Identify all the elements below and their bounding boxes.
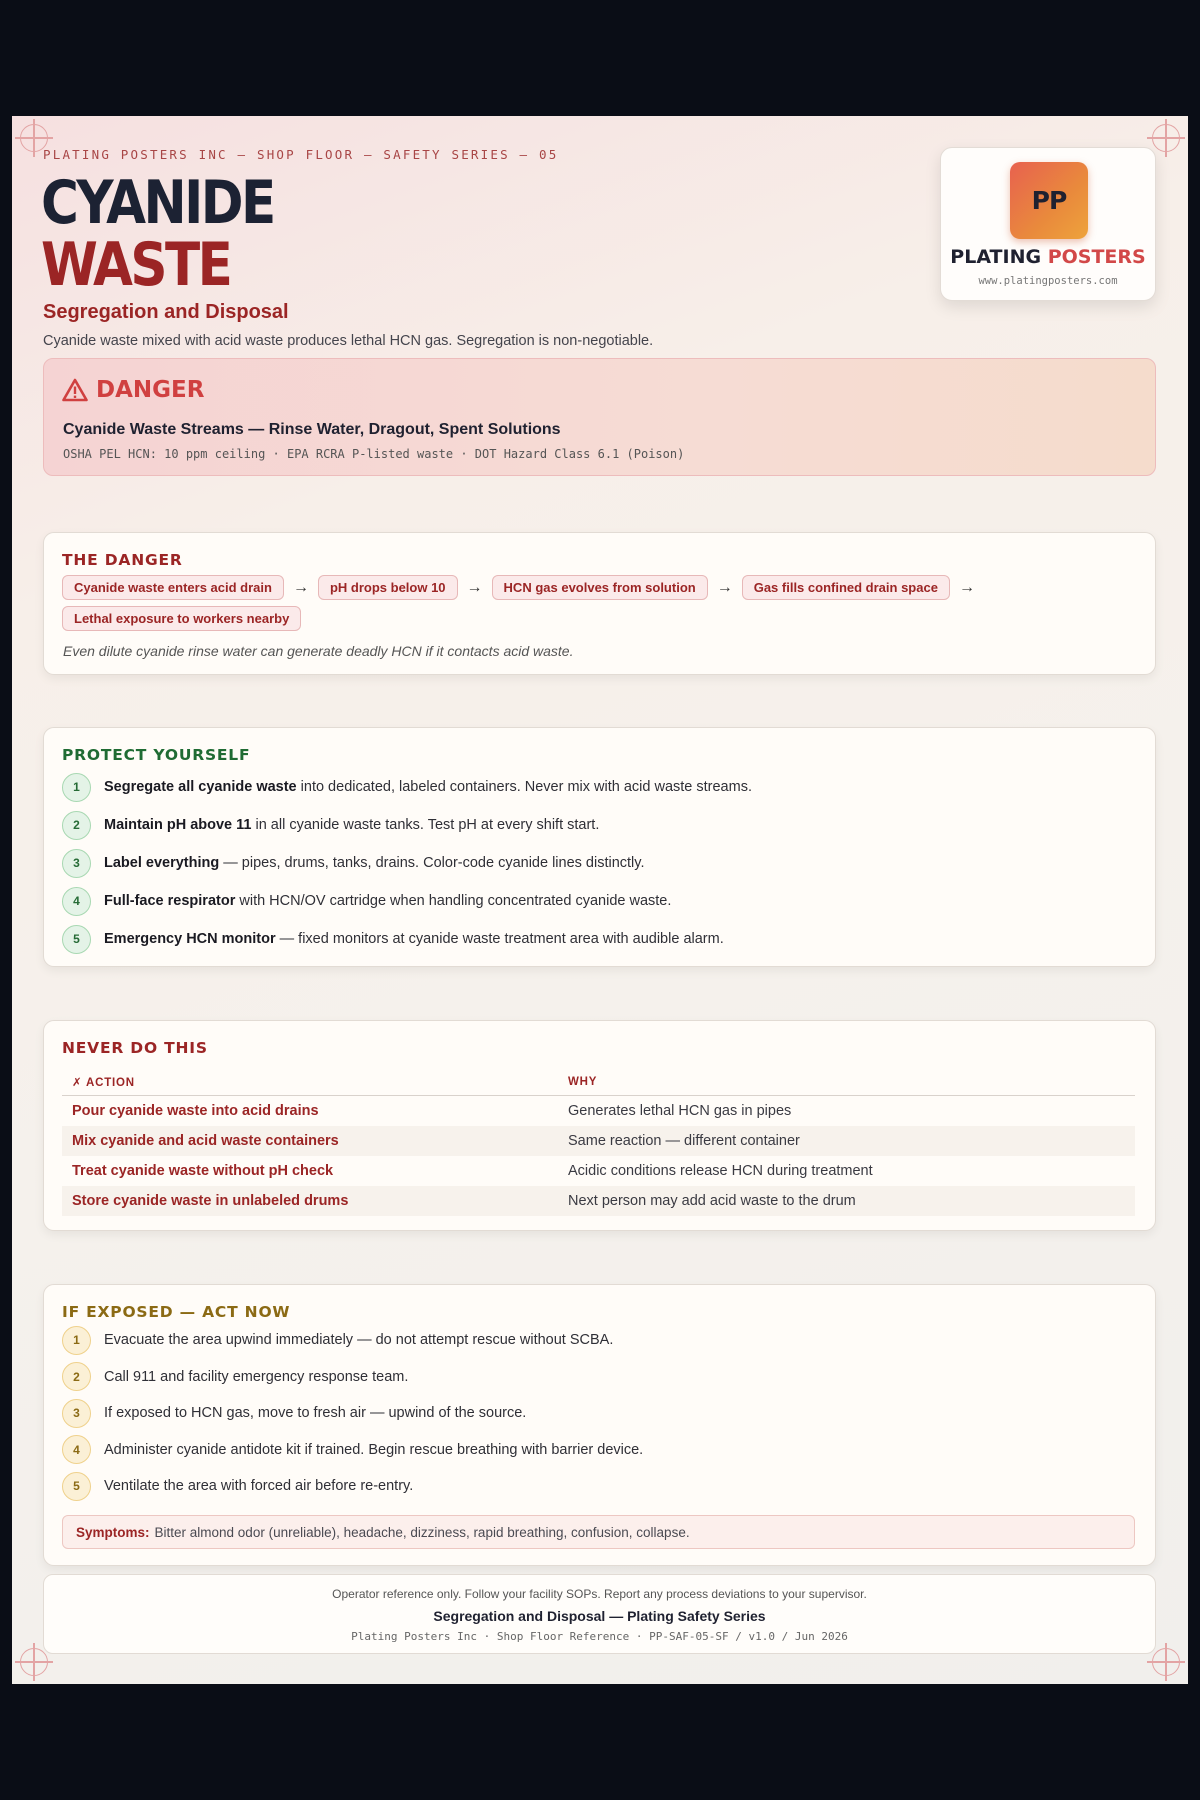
- title-line-1: CYANIDE: [41, 168, 274, 238]
- table-row: [62, 1126, 1135, 1156]
- footer-series-title: Segregation and Disposal — Plating Safety Series: [433, 1608, 766, 1624]
- table-header-row: [62, 1069, 1135, 1096]
- step-text-bold: Maintain pH above 11: [104, 817, 252, 833]
- step-text-rest: with HCN/OV cartridge when handling concentrated cyanide waste.: [235, 893, 672, 909]
- column-header-why: WHY: [558, 1069, 1135, 1096]
- chain-step: Gas fills confined drain space: [742, 575, 950, 600]
- poster-title: [41, 168, 274, 300]
- danger-note: Even dilute cyanide rinse water can generate deadly HCN if it contacts acid waste.: [63, 643, 574, 659]
- footer-disclaimer: Operator reference only. Follow your facility SOPs. Report any process deviations to your supervisor.: [332, 1587, 867, 1601]
- brand-name-part-2: POSTERS: [1047, 246, 1146, 268]
- step-text-bold: Segregate all cyanide waste: [104, 779, 297, 795]
- step-text-bold: Emergency HCN monitor: [104, 931, 276, 947]
- arrow-right-icon: →: [716, 578, 733, 596]
- chain-step: pH drops below 10: [318, 575, 458, 600]
- symptoms-box: [62, 1515, 1135, 1549]
- brand-url: www.platingposters.com: [978, 275, 1118, 287]
- the-danger-card: [43, 532, 1156, 675]
- protect-list: [62, 768, 1142, 958]
- never-table: [62, 1069, 1135, 1216]
- list-item: [62, 1432, 1142, 1469]
- title-line-2: WASTE: [41, 230, 231, 300]
- step-number: 5: [62, 925, 91, 954]
- intro-text: Cyanide waste mixed with acid waste produces lethal HCN gas. Segregation is non-negotiable.: [43, 333, 654, 349]
- step-number: 3: [62, 1399, 91, 1428]
- chain-step: HCN gas evolves from solution: [492, 575, 708, 600]
- why-cell: Same reaction — different container: [558, 1126, 1135, 1156]
- list-item: [62, 1359, 1142, 1396]
- step-number: 1: [62, 1326, 91, 1355]
- pp-logo-icon: PP: [1010, 162, 1088, 239]
- action-cell: Store cyanide waste in unlabeled drums: [62, 1186, 558, 1216]
- danger-regulatory-meta: OSHA PEL HCN: 10 ppm ceiling · EPA RCRA P-listed waste · DOT Hazard Class 6.1 (Poison): [63, 447, 685, 461]
- action-cell: Mix cyanide and acid waste containers: [62, 1126, 558, 1156]
- never-heading: NEVER DO THIS: [62, 1039, 208, 1057]
- list-item: [62, 1468, 1142, 1505]
- registration-mark-icon: [1152, 1648, 1180, 1676]
- danger-title: Cyanide Waste Streams — Rinse Water, Dragout, Spent Solutions: [63, 421, 561, 438]
- protect-yourself-card: [43, 727, 1156, 967]
- list-item: [62, 844, 1142, 882]
- poster-footer: [43, 1574, 1156, 1654]
- never-do-this-card: [43, 1020, 1156, 1231]
- step-number: 4: [62, 1435, 91, 1464]
- danger-chain: [62, 575, 1152, 631]
- registration-mark-icon: [20, 1648, 48, 1676]
- step-text-bold: Label everything: [104, 855, 220, 871]
- warning-triangle-icon: [62, 378, 88, 402]
- list-item: [62, 1322, 1142, 1359]
- action-cell: Treat cyanide waste without pH check: [72, 1162, 334, 1179]
- list-item: [62, 920, 1142, 958]
- if-exposed-card: [43, 1284, 1156, 1566]
- step-text-rest: — pipes, drums, tanks, drains. Color-code cyanide lines distinctly.: [219, 855, 645, 871]
- table-row: [62, 1186, 1135, 1216]
- step-text: [104, 817, 599, 833]
- step-text: If exposed to HCN gas, move to fresh air — upwind of the source.: [104, 1405, 527, 1422]
- step-number: 2: [62, 1362, 91, 1391]
- brand-name: [941, 246, 1155, 268]
- chain-step: Cyanide waste enters acid drain: [62, 575, 284, 600]
- step-text: Administer cyanide antidote kit if trained. Begin rescue breathing with barrier device.: [104, 1441, 644, 1458]
- action-cell: Pour cyanide waste into acid drains: [72, 1102, 319, 1119]
- table-row: [62, 1096, 1135, 1126]
- step-number: 2: [62, 811, 91, 840]
- step-text: [104, 893, 671, 909]
- step-text-bold: Full-face respirator: [104, 893, 236, 909]
- danger-banner: [43, 358, 1156, 476]
- footer-reference: Plating Posters Inc · Shop Floor Reference · PP-SAF-05-SF / v1.0 / Jun 2026: [351, 1630, 848, 1643]
- step-number: 4: [62, 887, 91, 916]
- arrow-right-icon: →: [292, 578, 309, 596]
- step-text: Call 911 and facility emergency response team.: [104, 1368, 409, 1385]
- step-number: 5: [62, 1472, 91, 1501]
- step-text: [104, 931, 724, 947]
- list-item: [62, 1395, 1142, 1432]
- step-text-rest: — fixed monitors at cyanide waste treatment area with audible alarm.: [275, 931, 724, 947]
- list-item: [62, 882, 1142, 920]
- symptoms-label: Symptoms:: [76, 1524, 150, 1540]
- why-cell: Next person may add acid waste to the drum: [558, 1186, 1135, 1216]
- poster-subtitle: Segregation and Disposal: [43, 301, 289, 323]
- danger-label: DANGER: [96, 377, 205, 403]
- step-text: [104, 779, 752, 795]
- series-kicker: PLATING POSTERS INC — SHOP FLOOR — SAFETY SERIES — 05: [43, 147, 559, 162]
- chain-step: Lethal exposure to workers nearby: [62, 606, 301, 631]
- step-number: 1: [62, 773, 91, 802]
- arrow-right-icon: →: [958, 578, 975, 596]
- step-text: Ventilate the area with forced air before re-entry.: [104, 1478, 414, 1495]
- brand-name-part-1: PLATING: [950, 246, 1042, 268]
- danger-header: [62, 377, 204, 403]
- step-number: 3: [62, 849, 91, 878]
- arrow-right-icon: →: [466, 578, 483, 596]
- why-cell: Acidic conditions release HCN during treatment: [568, 1162, 873, 1179]
- the-danger-heading: THE DANGER: [62, 551, 183, 569]
- why-cell: Generates lethal HCN gas in pipes: [568, 1102, 792, 1119]
- exposed-list: [62, 1322, 1142, 1505]
- step-text: Evacuate the area upwind immediately — do not attempt rescue without SCBA.: [104, 1332, 614, 1349]
- step-text-rest: in all cyanide waste tanks. Test pH at every shift start.: [251, 817, 600, 833]
- exposed-heading: IF EXPOSED — ACT NOW: [62, 1303, 291, 1321]
- step-text: [104, 855, 644, 871]
- list-item: [62, 806, 1142, 844]
- safety-poster: [12, 116, 1188, 1684]
- registration-mark-icon: [1152, 124, 1180, 152]
- step-text-rest: into dedicated, labeled containers. Never mix with acid waste streams.: [296, 779, 752, 795]
- column-header-action: ✗ ACTION: [62, 1069, 558, 1096]
- protect-heading: PROTECT YOURSELF: [62, 746, 251, 764]
- list-item: [62, 768, 1142, 806]
- symptoms-text: Bitter almond odor (unreliable), headache, dizziness, rapid breathing, confusion, collapse.: [154, 1524, 690, 1540]
- table-row: [62, 1156, 1135, 1186]
- brand-logo-card: [940, 147, 1156, 301]
